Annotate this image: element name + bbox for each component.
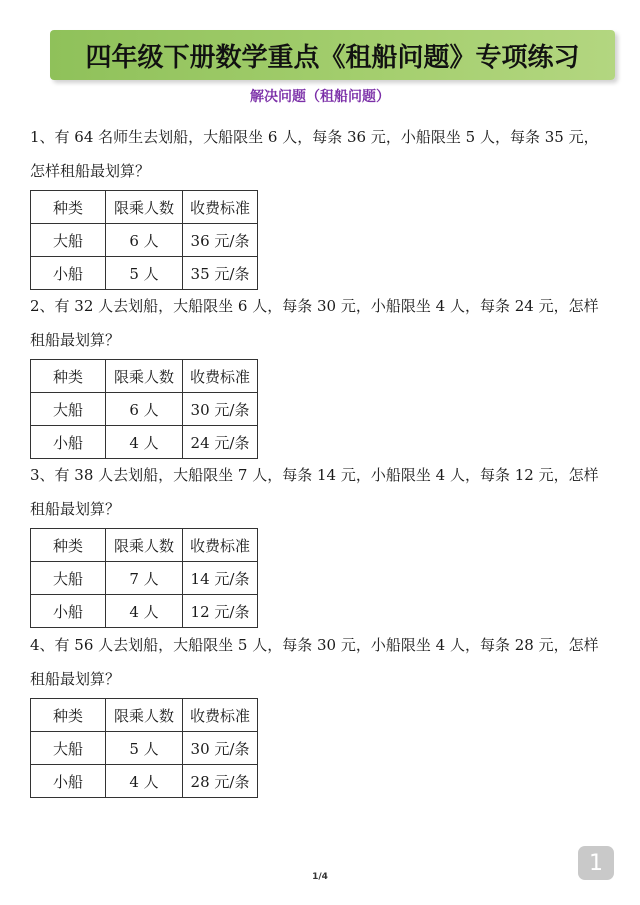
problem-text-line2: 怎样租船最划算？ (30, 162, 151, 180)
table-row (31, 257, 258, 290)
table-cell: 6 人 (106, 224, 183, 257)
table-cell: 小船 (31, 595, 106, 628)
table-header-cell: 收费标准 (183, 699, 258, 732)
table-header-row (31, 360, 258, 393)
table-cell: 35 元/条 (183, 257, 258, 290)
table-cell: 28 元/条 (183, 765, 258, 798)
problem-text-line2: 租船最划算？ (30, 670, 121, 688)
page-number: 1/4 (312, 872, 328, 882)
problem-2 (30, 289, 620, 459)
title-banner (50, 30, 615, 80)
table-cell: 4 人 (106, 426, 183, 459)
problem-3 (30, 458, 620, 628)
table-cell: 5 人 (106, 732, 183, 765)
table-cell: 24 元/条 (183, 426, 258, 459)
table-cell: 小船 (31, 765, 106, 798)
table-row (31, 562, 258, 595)
table-header-cell: 种类 (31, 360, 106, 393)
boat-table (30, 528, 258, 628)
table-header-cell: 限乘人数 (106, 699, 183, 732)
table-cell: 大船 (31, 224, 106, 257)
page-badge[interactable]: 1 (578, 846, 614, 880)
table-row (31, 732, 258, 765)
table-header-row (31, 191, 258, 224)
table-row (31, 426, 258, 459)
table-row (31, 595, 258, 628)
table-row (31, 393, 258, 426)
table-cell: 12 元/条 (183, 595, 258, 628)
table-row (31, 765, 258, 798)
table-header-cell: 限乘人数 (106, 529, 183, 562)
table-row (31, 224, 258, 257)
table-header-cell: 收费标准 (183, 191, 258, 224)
table-header-cell: 种类 (31, 699, 106, 732)
problem-text-line2: 租船最划算？ (30, 500, 121, 518)
problem-1 (30, 120, 620, 290)
boat-table (30, 698, 258, 798)
table-cell: 小船 (31, 426, 106, 459)
table-cell: 36 元/条 (183, 224, 258, 257)
table-header-cell: 收费标准 (183, 360, 258, 393)
boat-table (30, 190, 258, 290)
problem-text-line1: 4、有 56 人去划船，大船限坐 5 人，每条 30 元，小船限坐 4 人，每条 28 元，怎样 (30, 636, 599, 654)
table-cell: 4 人 (106, 595, 183, 628)
table-cell: 5 人 (106, 257, 183, 290)
table-header-cell: 限乘人数 (106, 191, 183, 224)
table-header-cell: 种类 (31, 191, 106, 224)
section-subtitle: 解决问题（租船问题） (250, 89, 390, 105)
table-cell: 6 人 (106, 393, 183, 426)
problem-text-line1: 3、有 38 人去划船，大船限坐 7 人，每条 14 元，小船限坐 4 人，每条 12 元，怎样 (30, 466, 599, 484)
table-header-cell: 种类 (31, 529, 106, 562)
table-header-row (31, 699, 258, 732)
table-cell: 大船 (31, 562, 106, 595)
page-title: 四年级下册数学重点《租船问题》专项练习 (85, 42, 580, 73)
table-cell: 大船 (31, 732, 106, 765)
boat-table (30, 359, 258, 459)
table-header-cell: 收费标准 (183, 529, 258, 562)
table-header-row (31, 529, 258, 562)
table-cell: 小船 (31, 257, 106, 290)
table-cell: 30 元/条 (183, 732, 258, 765)
table-header-cell: 限乘人数 (106, 360, 183, 393)
problem-text-line2: 租船最划算？ (30, 331, 121, 349)
problem-text-line1: 2、有 32 人去划船，大船限坐 6 人，每条 30 元，小船限坐 4 人，每条 24 元，怎样 (30, 297, 599, 315)
table-cell: 4 人 (106, 765, 183, 798)
table-cell: 14 元/条 (183, 562, 258, 595)
problem-text-line1: 1、有 64 名师生去划船，大船限坐 6 人，每条 36 元，小船限坐 5 人，每条 35 元， (30, 128, 599, 146)
table-cell: 30 元/条 (183, 393, 258, 426)
problem-4 (30, 628, 620, 798)
table-cell: 7 人 (106, 562, 183, 595)
table-cell: 大船 (31, 393, 106, 426)
